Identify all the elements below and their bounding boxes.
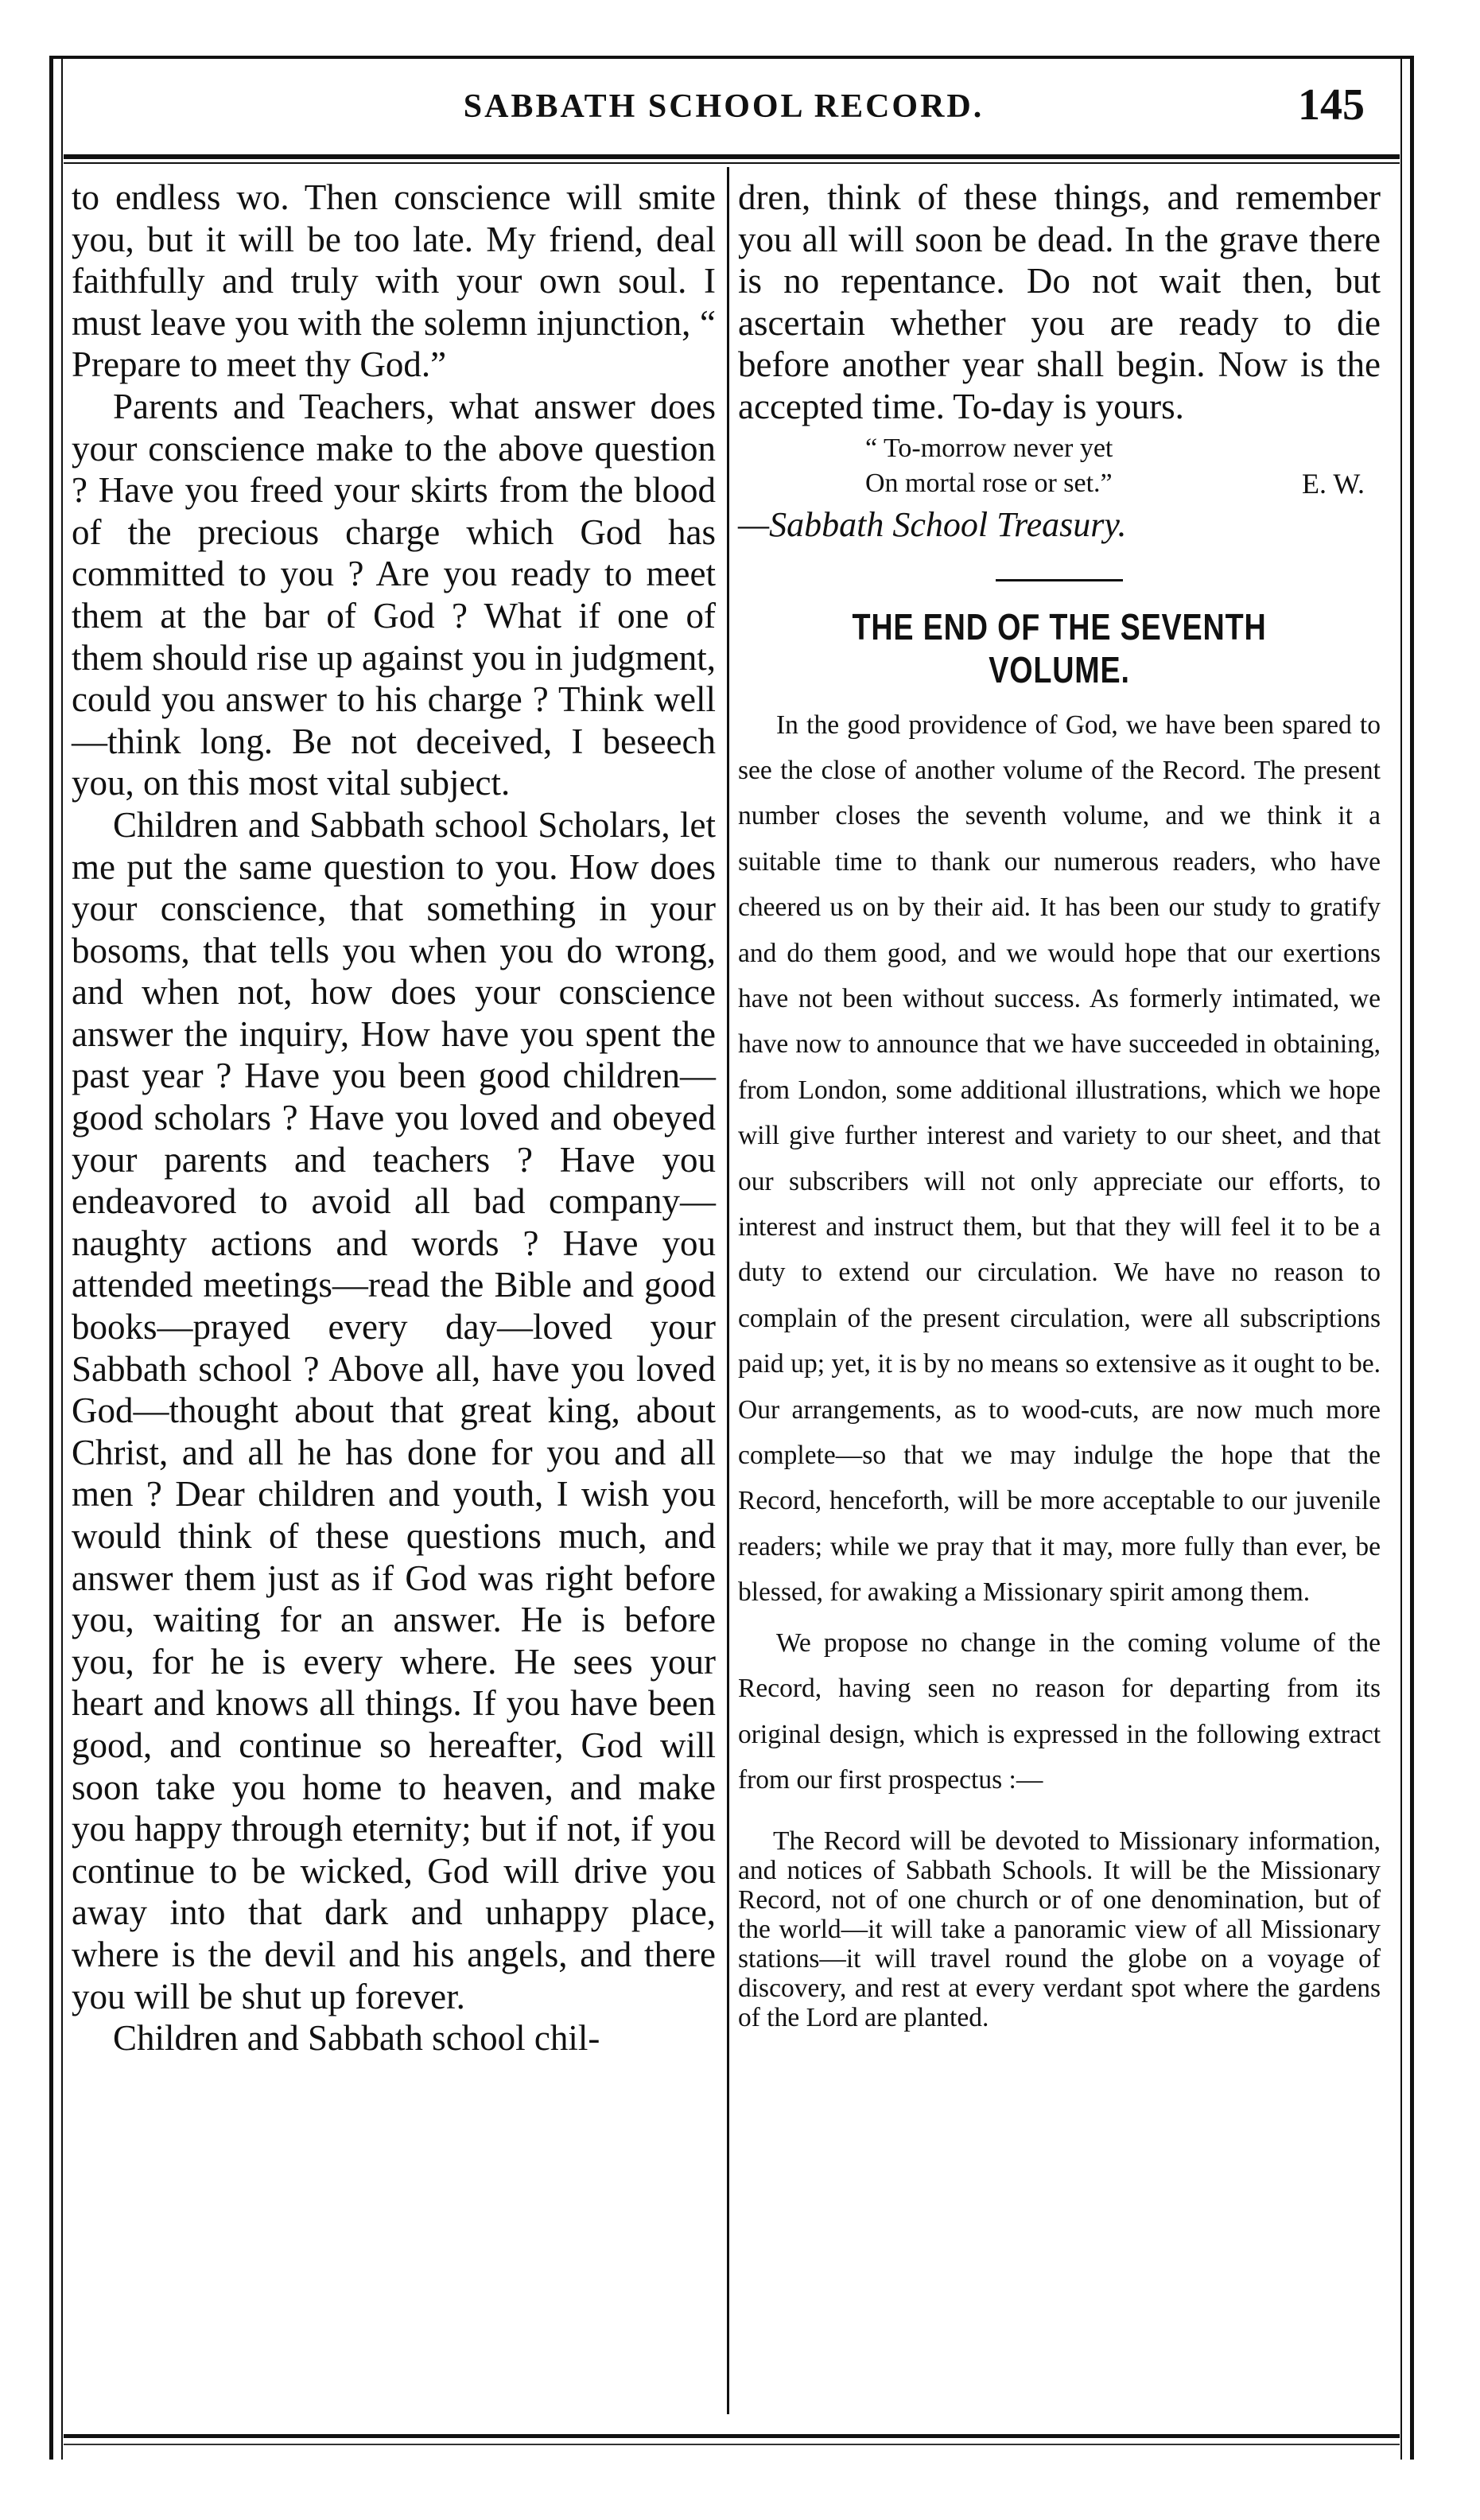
right-paragraph-1: dren, think of these things, and remember you all will soon be dead. In the grave there is no repentance. Do not wait then, but ascertain whether you are ready to die before another year shall begin. Now is the accepted time. To-day is yours.	[738, 177, 1381, 426]
page-number: 145	[1298, 80, 1365, 130]
top-rule	[49, 56, 1414, 59]
bottom-rule-thin	[64, 2444, 1400, 2445]
author-signature: E. W.	[1301, 467, 1365, 500]
prospectus-extract: The Record will be devoted to Missionary information, and notices of Sabbath Schools. It will be the Missionary Record, not of one church or of one denomination, but of the world—it will take a panoramic view of all Missionary stations—it will travel round the globe on a voyage of discovery, and rest at every verdant spot where the gardens of the Lord are planted.	[738, 1826, 1381, 2033]
inner-border-left	[61, 57, 63, 2460]
bottom-rule	[64, 2434, 1400, 2438]
section-title: THE END OF THE SEVENTH VOLUME.	[852, 605, 1267, 690]
left-paragraph-4: Children and Sabbath school chil-	[113, 2018, 600, 2059]
left-column	[72, 177, 716, 2059]
verse-quote	[738, 431, 1381, 501]
section-paragraph-1: In the good providence of God, we have been spared to see the close of another volume of the Record. The present number closes the seventh volume, and we think it a suitable time to thank our numerous readers, who have cheered us on by their aid. It has been our study to gratify and do them good, and we would hope that our exertions have not been without success. As formerly intimated, we have now to announce that we have succeeded in obtaining, from London, some additional illustrations, which we hope will give further interest and variety to our sheet, and that our subscribers will not only appreciate our efforts, to interest and instruct them, but that they will feel it to be a duty to extend our circulation. We have no reason to complain of the present circulation, were all subscriptions paid up; yet, it is by no means so extensive as it ought to be. Our arrangements, as to wood-cuts, are now much more complete—so that we may indulge the hope that the Record, henceforth, will be more acceptable to our juvenile readers; while we pray that it may, more fully than ever, be blessed, for awaking a Missionary spirit among them.	[738, 710, 1381, 1608]
left-paragraph-2: Parents and Teachers, what answer does your conscience make to the above question ? Have you freed your skirts from the blood of the precious charge which God has committed to you ? Are you ready to meet them at the bar of God ? What if one of them should rise up against you in judgment, could you answer to his charge ? Think well—think long. Be not deceived, I beseech you, on this most vital subject.	[72, 386, 716, 803]
column-divider	[727, 167, 729, 2414]
left-paragraph-3: Children and Sabbath school Scholars, let me put the same question to you. How does your conscience, that something in your bosoms, that tells you when you do wrong, and when not, how does your conscience answer the inquiry, How have you spent the past year ? Have you been good children—good scholars ? Have you loved and obeyed your parents and teachers ? Have you endeavored to avoid all bad company—naughty actions and words ? Have you attended meetings—read the Bible and good books—prayed every day—loved your Sabbath school ? Above all, have you loved God—thought about that great king, about Christ, and all he has done for you and all men ? Dear children and youth, I wish you would think of these questions much, and answer them just as if God was right before you, waiting for an answer. He is before you, for he is every where. He sees your heart and knows all things. If you have been good, and continue so hereafter, God will soon take you home to heaven, and make you happy through eternity; but if not, if you continue to be wicked, God will drive you away into that dark and unhappy place, where is the devil and his angels, and there you will be shut up forever.	[72, 804, 716, 2016]
quote-line-2-wrap	[738, 466, 1381, 501]
section-paragraph-2: We propose no change in the coming volume of the Record, having seen no reason for departing from its original design, which is expressed in the following extract from our first prospectus :—	[738, 1628, 1381, 1795]
running-title: SABBATH SCHOOL RECORD.	[463, 88, 985, 125]
source-credit: —Sabbath School Treasury.	[738, 504, 1127, 544]
left-paragraph-1: to endless wo. Then conscience will smite you, but it will be too late. My friend, deal faithfully and truly with your own soul. I must leave you with the solemn injunction, “ Prepare to meet thy God.”	[72, 177, 716, 385]
inner-border-right	[1400, 57, 1402, 2460]
right-column	[738, 177, 1381, 2032]
quote-line-2: On mortal rose or set.”	[865, 468, 1113, 498]
page-header	[64, 80, 1384, 143]
header-rule	[64, 154, 1400, 159]
header-rule-thin	[64, 162, 1400, 164]
quote-line-1: “ To-morrow never yet	[865, 433, 1113, 463]
section-divider	[996, 579, 1123, 581]
